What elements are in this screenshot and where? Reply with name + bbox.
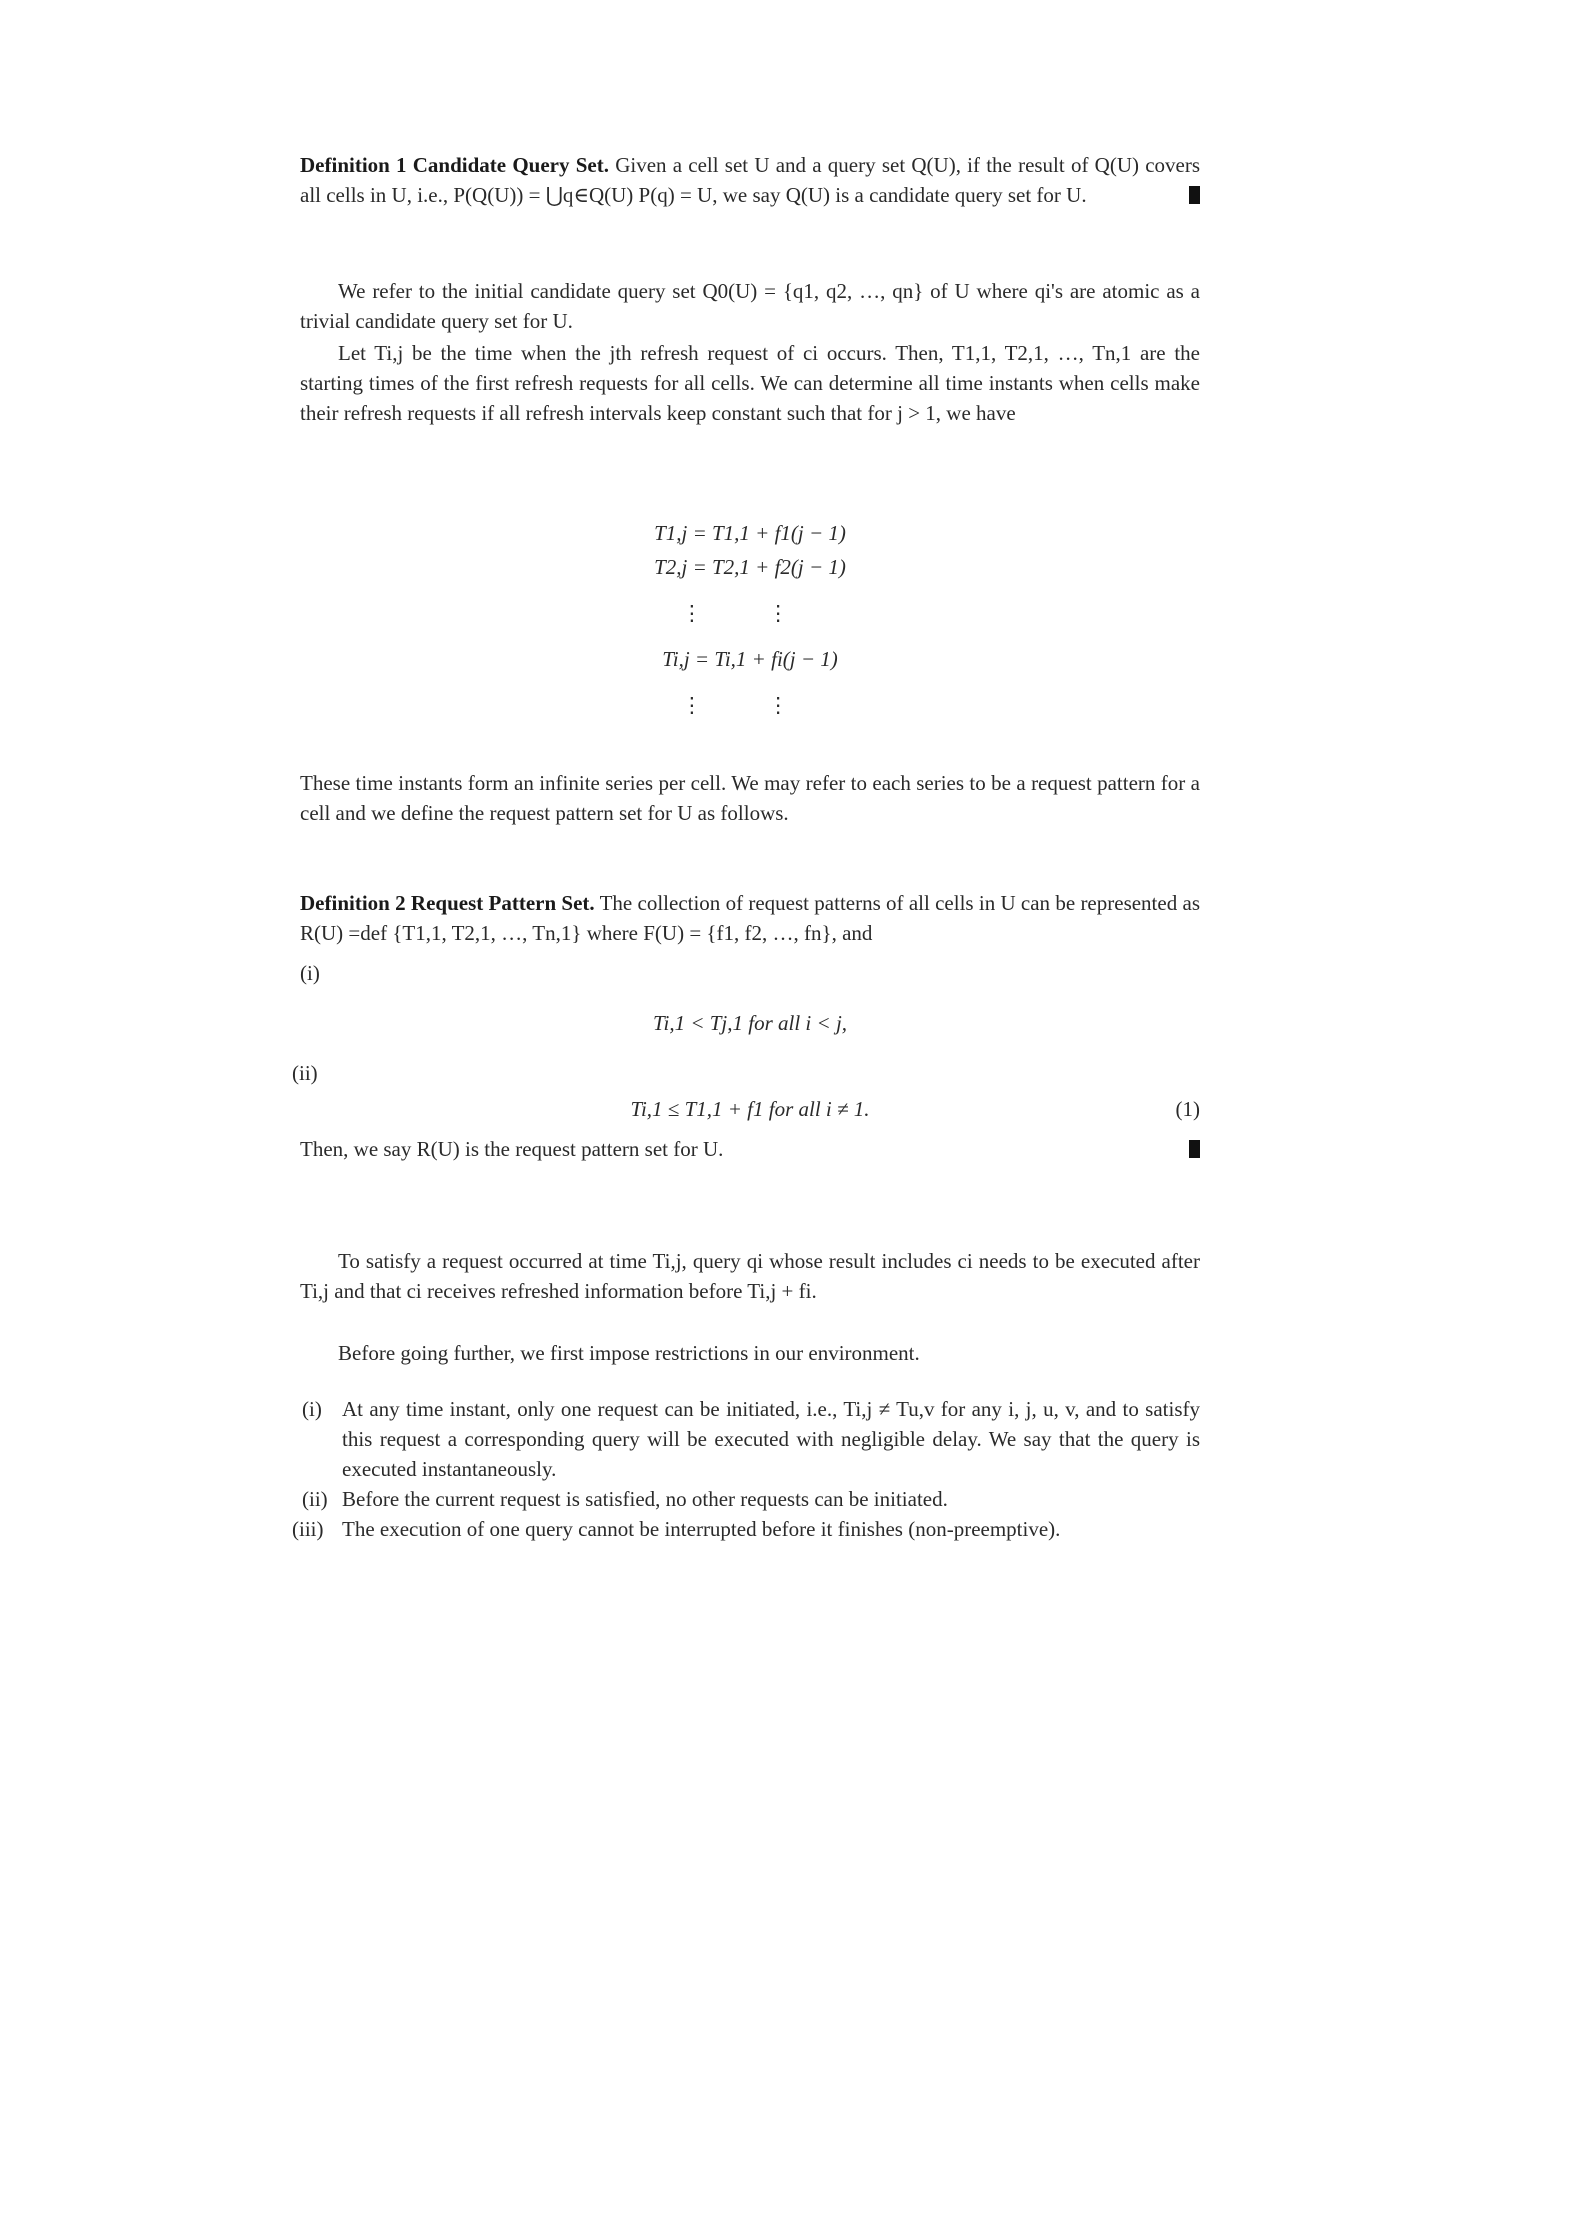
paragraph-restrictions-intro: Before going further, we first impose restrictions in our environment. bbox=[338, 1341, 920, 1365]
restrictions-list bbox=[292, 1394, 1200, 1544]
equation-number: (1) bbox=[1175, 1097, 1200, 1121]
list-item: (ii) Before the current request is satisfied, no other requests can be initiated. bbox=[302, 1487, 948, 1511]
equation-1: T1,j = T1,1 + f1(j − 1) bbox=[654, 521, 846, 545]
definition-2-text: The collection of request patterns of all cells in U can be represented as R(U) =def {T1,1, T2,1, …, Tn,1} where F(U) = {f1, f2, …, fn}, and bbox=[300, 891, 1200, 945]
paragraph-refresh-times: Let Ti,j be the time when the jth refresh request of ci occurs. Then, T1,1, T2,1, …, Tn,1 are the starting times of the first refresh requests for all cells. We can determine all time instants when cells make their refresh requests if all refresh intervals keep constant such that for j > 1, we have bbox=[300, 341, 1200, 425]
definition-1-title: Definition 1 Candidate Query Set. bbox=[300, 153, 609, 177]
vertical-dots-1: ⋮ ⋮ bbox=[681, 601, 819, 625]
condition-1-label: (i) bbox=[300, 961, 320, 985]
condition-2: Ti,1 ≤ T1,1 + f1 for all i ≠ 1. bbox=[630, 1097, 870, 1121]
equation-block bbox=[300, 518, 1200, 720]
condition-2-label: (ii) bbox=[292, 1061, 318, 1085]
definition-2-closing: Then, we say R(U) is the request pattern set for U. bbox=[300, 1137, 724, 1161]
paragraph-satisfy-request: To satisfy a request occurred at time Ti,j, query qi whose result includes ci needs to be executed after Ti,j and that ci receives refreshed information before Ti,j + fi. bbox=[300, 1249, 1200, 1303]
definition-1-text: Given a cell set U and a query set Q(U), if the result of Q(U) covers all cells in U, i.e., P(Q(U)) = ⋃q∈Q(U) P(q) = U, we say Q(U) is a candidate query set for U. bbox=[300, 153, 1200, 207]
equation-3: Ti,j = Ti,1 + fi(j − 1) bbox=[662, 647, 838, 671]
definition-1 bbox=[300, 150, 1200, 210]
definition-2 bbox=[292, 888, 1200, 1164]
qed-square-icon bbox=[1189, 1140, 1200, 1158]
paragraph-trivial-query-set: We refer to the initial candidate query set Q0(U) = {q1, q2, …, qn} of U where qi's are atomic as a trivial candidate query set for U. bbox=[300, 279, 1200, 333]
vertical-dots-2: ⋮ ⋮ bbox=[681, 693, 819, 717]
condition-1: Ti,1 < Tj,1 for all i < j, bbox=[652, 1011, 848, 1035]
definition-2-title: Definition 2 Request Pattern Set. bbox=[300, 891, 595, 915]
paragraph-request-pattern: These time instants form an infinite series per cell. We may refer to each series to be a request pattern for a cell and we define the request pattern set for U as follows. bbox=[300, 771, 1200, 825]
qed-square-icon bbox=[1189, 186, 1200, 204]
equation-2: T2,j = T2,1 + f2(j − 1) bbox=[654, 555, 846, 579]
list-item: (i) At any time instant, only one request can be initiated, i.e., Ti,j ≠ Tu,v for any i, j, u, v, and to satisfy this request a corresponding query will be executed with negligible delay. We say that the query is executed instantaneously. bbox=[302, 1397, 1200, 1481]
list-item: (iii) The execution of one query cannot be interrupted before it finishes (non-preemptive). bbox=[292, 1517, 1061, 1541]
